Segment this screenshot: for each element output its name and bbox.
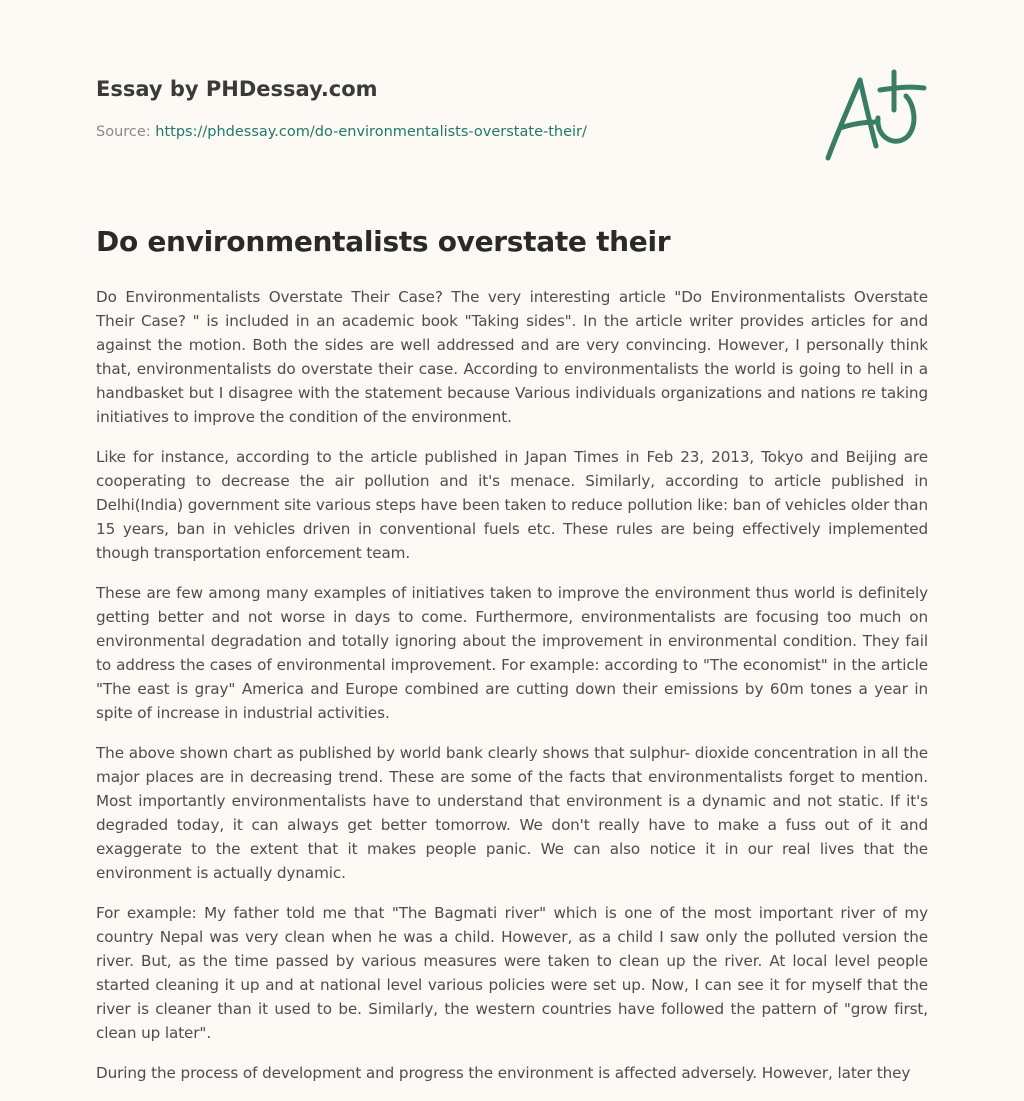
paragraph: For example: My father told me that "The Bagmati river" which is one of the most important river of my country Nepal was very clean when he was a child. However, as a child I saw only the polluted version the river. But, as the time passed by various measures were taken to clean up the river. At local level people started cleaning it up and at national level various policies were set up. Now, I can see it for myself that the river is cleaner than it used to be. Similarly, the western countries have followed the pattern of "grow first, clean up later". bbox=[96, 904, 928, 1042]
site-brand: Essay by PHDessay.com bbox=[96, 77, 378, 101]
essay-title: Do environmentalists overstate their bbox=[96, 225, 671, 258]
source-label: Source: bbox=[96, 124, 151, 140]
a-plus-grade-icon bbox=[818, 66, 930, 166]
essay-body bbox=[96, 285, 928, 1101]
paragraph: During the process of development and progress the environment is affected adversely. However, later they bbox=[96, 1064, 911, 1082]
paragraph: These are few among many examples of initiatives taken to improve the environment thus world is definitely getting better and not worse in days to come. Furthermore, environmentalists are focusing too much on environmental degradation and totally ignoring about the improvement in environmental condition. They fail to address the cases of environmental improvement. For example: according to "The economist" in the article "The east is gray" America and Europe combined are cutting down their emissions by 60m tones a year in spite of increase in industrial activities. bbox=[96, 584, 928, 722]
paragraph: Do Environmentalists Overstate Their Case? The very interesting article "Do Environmentalists Overstate Their Case? " is included in an academic book "Taking sides". In the article writer provides articles for and against the motion. Both the sides are well addressed and are very convincing. However, I personally think that, environmentalists do overstate their case. According to environmentalists the world is going to hell in a handbasket but I disagree with the statement because Various individuals organizations and nations re taking initiatives to improve the condition of the environment. bbox=[96, 288, 928, 426]
source-link[interactable]: https://phdessay.com/do-environmentalists-overstate-their/ bbox=[155, 124, 587, 140]
paragraph: The above shown chart as published by world bank clearly shows that sulphur- dioxide concentration in all the major places are in decreasing trend. These are some of the facts that environmentalists forget to mention. Most importantly environmentalists have to understand that environment is a dynamic and not static. If it's degraded today, it can always get better tomorrow. We don't really have to make a fuss out of it and exaggerate to the extent that it makes people panic. We can also notice it in our real lives that the environment is actually dynamic. bbox=[96, 744, 928, 882]
paragraph: Like for instance, according to the article published in Japan Times in Feb 23, 2013, Tokyo and Beijing are cooperating to decrease the air pollution and it's menace. Similarly, according to article published in Delhi(India) government site various steps have been taken to reduce pollution like: ban of vehicles older than 15 years, ban in vehicles driven in conventional fuels etc. These rules are being effectively implemented though transportation enforcement team. bbox=[96, 448, 928, 562]
source-line bbox=[96, 124, 587, 140]
